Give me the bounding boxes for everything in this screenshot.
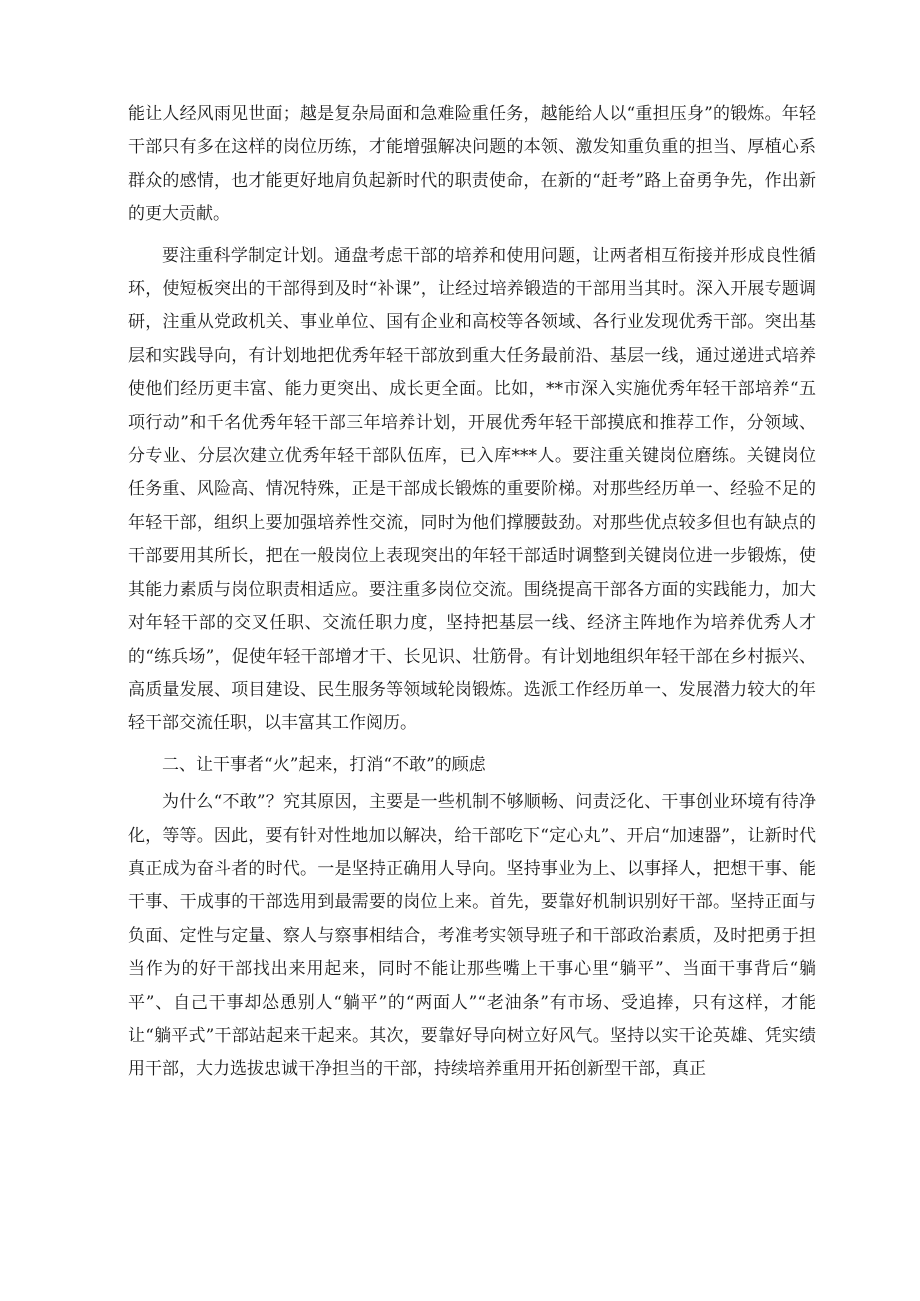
paragraph-why-not-dare: 为什么“不敢”？究其原因，主要是一些机制不够顺畅、问责泛化、干事创业环境有待净化，等等。因此，要有针对性地加以解决，给干部吃下“定心丸”、开启“加速器”，让新时代真正成为奋斗者的时代。一是坚持正确用人导向。坚持事业为上、以事择人，把想干事、能干事、干成事的干部选用到最需要的岗位上来。首先，要靠好机制识别好干部。坚持正面与负面、定性与定量、察人与察事相结合，考准考实领导班子和干部政治素质，及时把勇于担当作为的好干部找出来用起来，同时不能让那些嘴上干事心里“躺平”、当面干事背后“躺平”、自己干事却怂恿别人“躺平”的“两面人”“老油条”有市场、受追捧，只有这样，才能让“躺平式”干部站起来干起来。其次，要靠好导向树立好风气。坚持以实干论英雄、凭实绩用干部，大力选拔忠诚干净担当的干部，持续培养重用开拓创新型干部，真正: [128, 792, 816, 1080]
paragraph-plan-training: 要注重科学制定计划。通盘考虑干部的培养和使用问题，让两者相互衔接并形成良性循环，使短板突出的干部得到及时“补课”，让经过培养锻造的干部用当其时。深入开展专题调研，注重从党政机关、事业单位、国有企业和高校等各领域、各行业发现优秀干部。突出基层和实践导向，有计划地把优秀年轻干部放到重大任务最前沿、基层一线，通过递进式培养使他们经历更丰富、能力更突出、成长更全面。比如，**市深入实施优秀年轻干部培养“五项行动”和千名优秀年轻干部三年培养计划，开展优秀年轻干部摸底和推荐工作，分领域、分专业、分层次建立优秀年轻干部队伍库，已入库***人。要注重关键岗位磨练。关键岗位任务重、风险高、情况特殊，正是干部成长锻炼的重要阶梯。对那些经历单一、经验不足的年轻干部，组织上要加强培养性交流，同时为他们撑腰鼓劲。对那些优点较多但也有缺点的干部要用其所长，把在一般岗位上表现突出的年轻干部适时调整到关键岗位进一步锻炼，使其能力素质与岗位职责相适应。要注重多岗位交流。围绕提高干部各方面的实践能力，加大对年轻干部的交叉任职、交流任职力度，坚持把基层一线、经济主阵地作为培养优秀人才的“练兵场”，促使年轻干部增才干、长见识、壮筋骨。有计划地组织年轻干部在乡村振兴、高质量发展、项目建设、民生服务等领域轮岗锻炼。选派工作经历单一、发展潜力较大的年轻干部交流任职，以丰富其工作阅历。: [128, 245, 816, 734]
paragraph-continuation: 能让人经风雨见世面；越是复杂局面和急难险重任务，越能给人以“重担压身”的锻炼。年轻干部只有多在这样的岗位历练，才能增强解决问题的本领、激发知重负重的担当、厚植心系群众的感情，也才能更好地肩负起新时代的职责使命，在新的“赶考”路上奋勇争先，作出新的更大贡献。: [128, 104, 816, 225]
section-heading: 二、让干事者“火”起来，打消“不敢”的顾虑: [162, 754, 486, 775]
document-body: [128, 98, 816, 1095]
